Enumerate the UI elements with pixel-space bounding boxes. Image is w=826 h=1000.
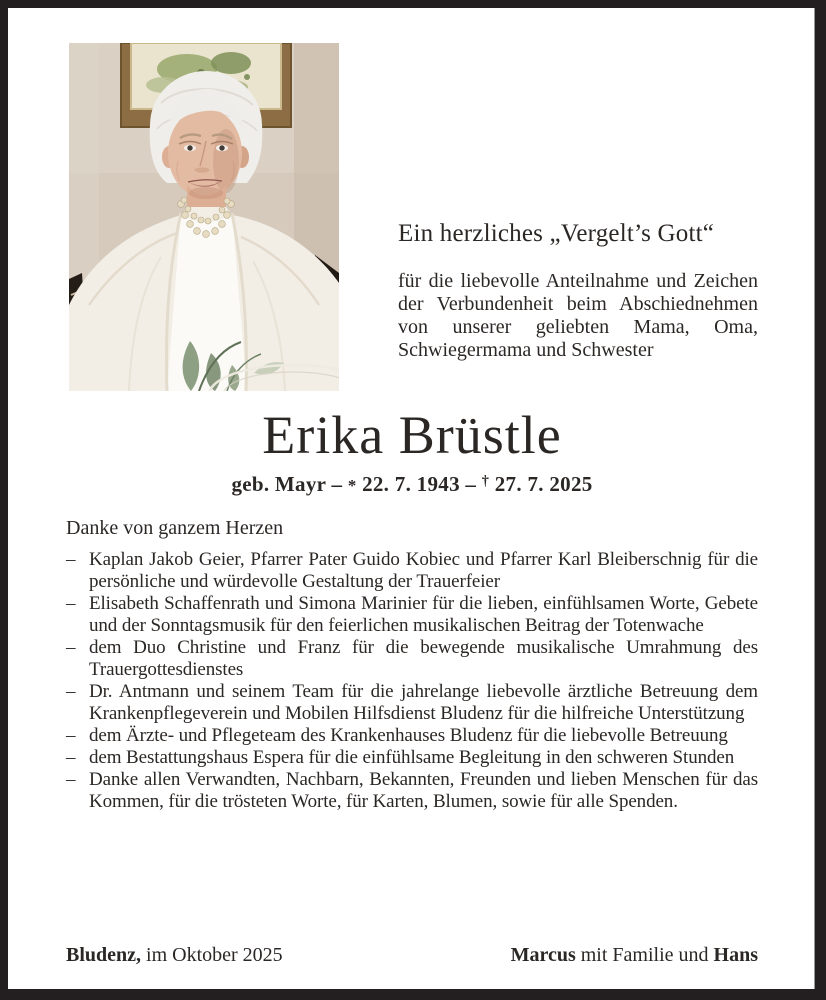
thanks-intro: Danke von ganzem Herzen [66,517,284,539]
signature-name-marcus: Marcus [510,944,576,966]
thanks-item-text: Kaplan Jakob Geier, Pfarrer Pater Guido Kobiec und Pfarrer Karl Bleiberschnig für die persönliche und würdevolle Gestaltung der Trauerfeier [89,549,758,592]
dash-bullet: – [66,681,76,702]
footer [66,944,758,967]
thanks-list [66,549,758,813]
thanks-item-text: Dr. Antmann und seinem Team für die jahrelange liebevolle ärztliche Betreuung dem Krankenpflegeverein und Mobilen Hilfsdienst Bludenz für die hilfreiche Unterstützung [89,681,758,724]
dash-bullet: – [66,593,76,614]
thanks-item [66,549,758,593]
thanks-item-text: dem Bestattungshaus Espera für die einfühlsame Begleitung in den schweren Stunden [89,747,735,768]
maiden-name: geb. Mayr – [231,472,348,496]
signature [511,944,758,967]
date-text: im Oktober 2025 [141,944,283,966]
thanks-item-text: dem Duo Christine und Franz für die bewegende musikalische Umrahmung des Trauergottesdienstes [89,637,758,680]
acknowledgement-text: für die liebevolle Anteilnahme und Zeichen der Verbundenheit beim Abschiednehmen von unserer geliebten Mama, Oma, Schwiegermama und Schwester [398,270,758,361]
acknowledgement-heading: Ein herzliches „Vergelt’s Gott“ [398,220,715,247]
birth-date: 22. 7. 1943 – [356,472,482,496]
thanks-item [66,593,758,637]
acknowledgement-block [398,220,758,362]
dash-bullet: – [66,769,76,790]
dash-bullet: – [66,725,76,746]
thanks-item-text: dem Ärzte- und Pflegeteam des Krankenhauses Bludenz für die liebevolle Betreuung [89,725,728,746]
life-dates [66,472,758,497]
thanks-item-text: Danke allen Verwandten, Nachbarn, Bekannten, Freunden und lieben Menschen für das Kommen, für die trösteten Worte, für Karten, Blumen, sowie für alle Spenden. [89,769,758,812]
thanks-item [66,725,758,747]
place-and-date [66,944,283,967]
thanks-item [66,769,758,813]
thanks-item [66,637,758,681]
deceased-name: Erika Brüstle [262,405,562,465]
death-cross-symbol: † [481,473,490,490]
birth-star-symbol: * [347,476,357,495]
dash-bullet: – [66,637,76,658]
portrait-illustration [69,43,339,391]
portrait-photo [69,43,339,391]
death-date: 27. 7. 2025 [489,472,593,496]
thanks-item [66,747,758,769]
thanks-item [66,681,758,725]
dash-bullet: – [66,747,76,768]
place: Bludenz, [66,944,142,966]
signature-name-hans: Hans [713,944,758,966]
dash-bullet: – [66,549,76,570]
thanks-item-text: Elisabeth Schaffenrath und Simona Marinier für die lieben, einfühlsamen Worte, Gebete und der Sonntagsmusik für den feierlichen musikalischen Beitrag der Totenwache [89,593,758,636]
signature-middle: mit Familie und [575,944,714,966]
